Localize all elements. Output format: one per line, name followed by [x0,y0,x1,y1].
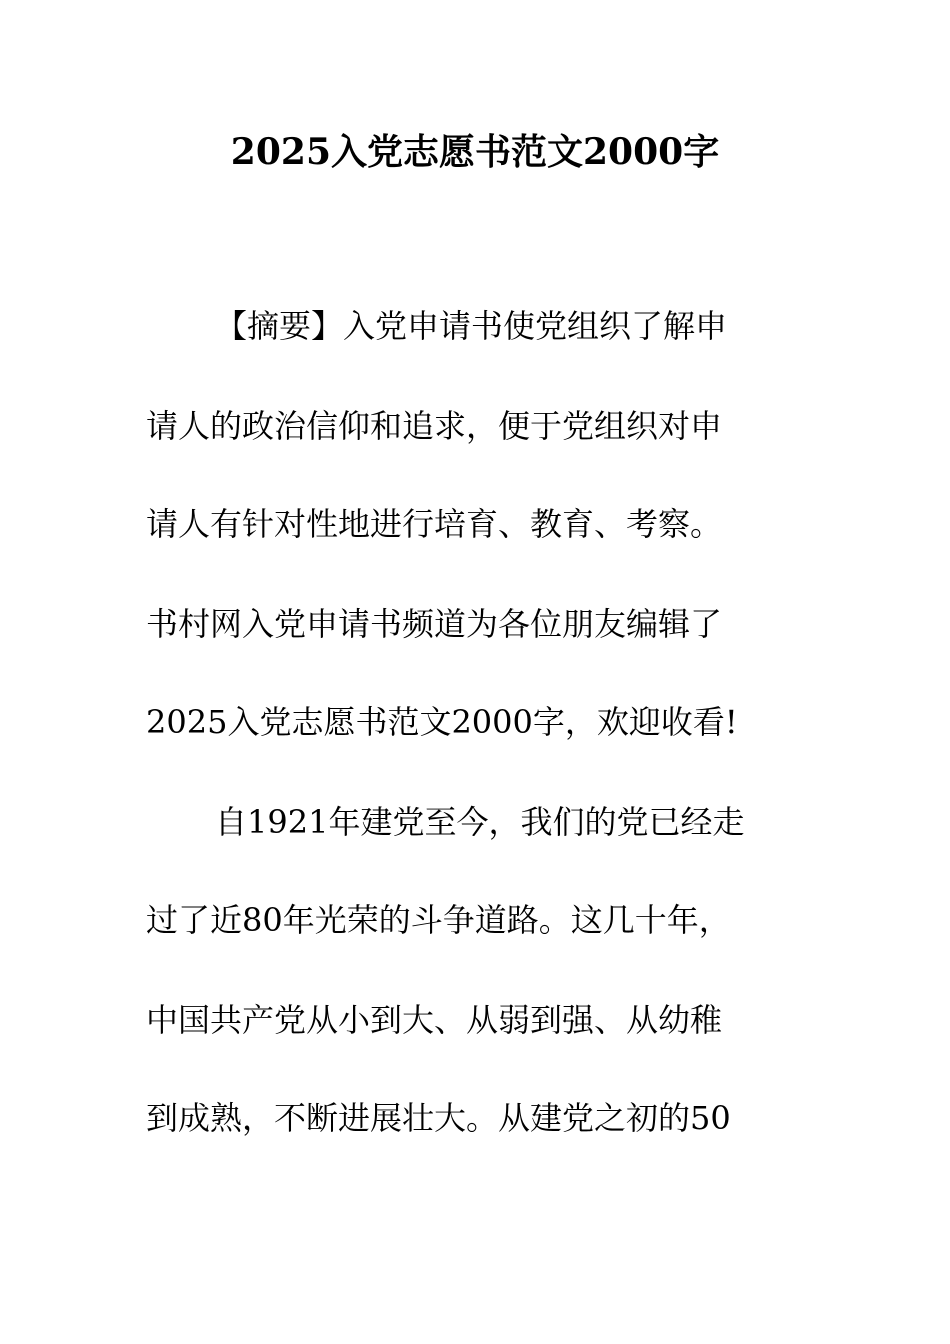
paragraph-line: 中国共产党从小到大、从弱到强、从幼稚 [146,1001,723,1039]
paragraph-line: 书村网入党申请书频道为各位朋友编辑了 [146,605,723,643]
paragraph-line: 2025入党志愿书范文2000字，欢迎收看! [146,703,738,741]
paragraph-line: 请人的政治信仰和追求，便于党组织对申 [146,407,723,445]
document-title: 2025入党志愿书范文2000字 [230,131,720,173]
paragraph-line: 【摘要】入党申请书使党组织了解申 [215,307,728,345]
paragraph-line: 请人有针对性地进行培育、教育、考察。 [146,505,723,543]
paragraph-line: 过了近80年光荣的斗争道路。这几十年， [146,901,731,939]
paragraph-line: 到成熟，不断进展壮大。从建党之初的50 [146,1099,731,1137]
paragraph-line: 自1921年建党至今，我们的党已经走 [215,803,745,841]
